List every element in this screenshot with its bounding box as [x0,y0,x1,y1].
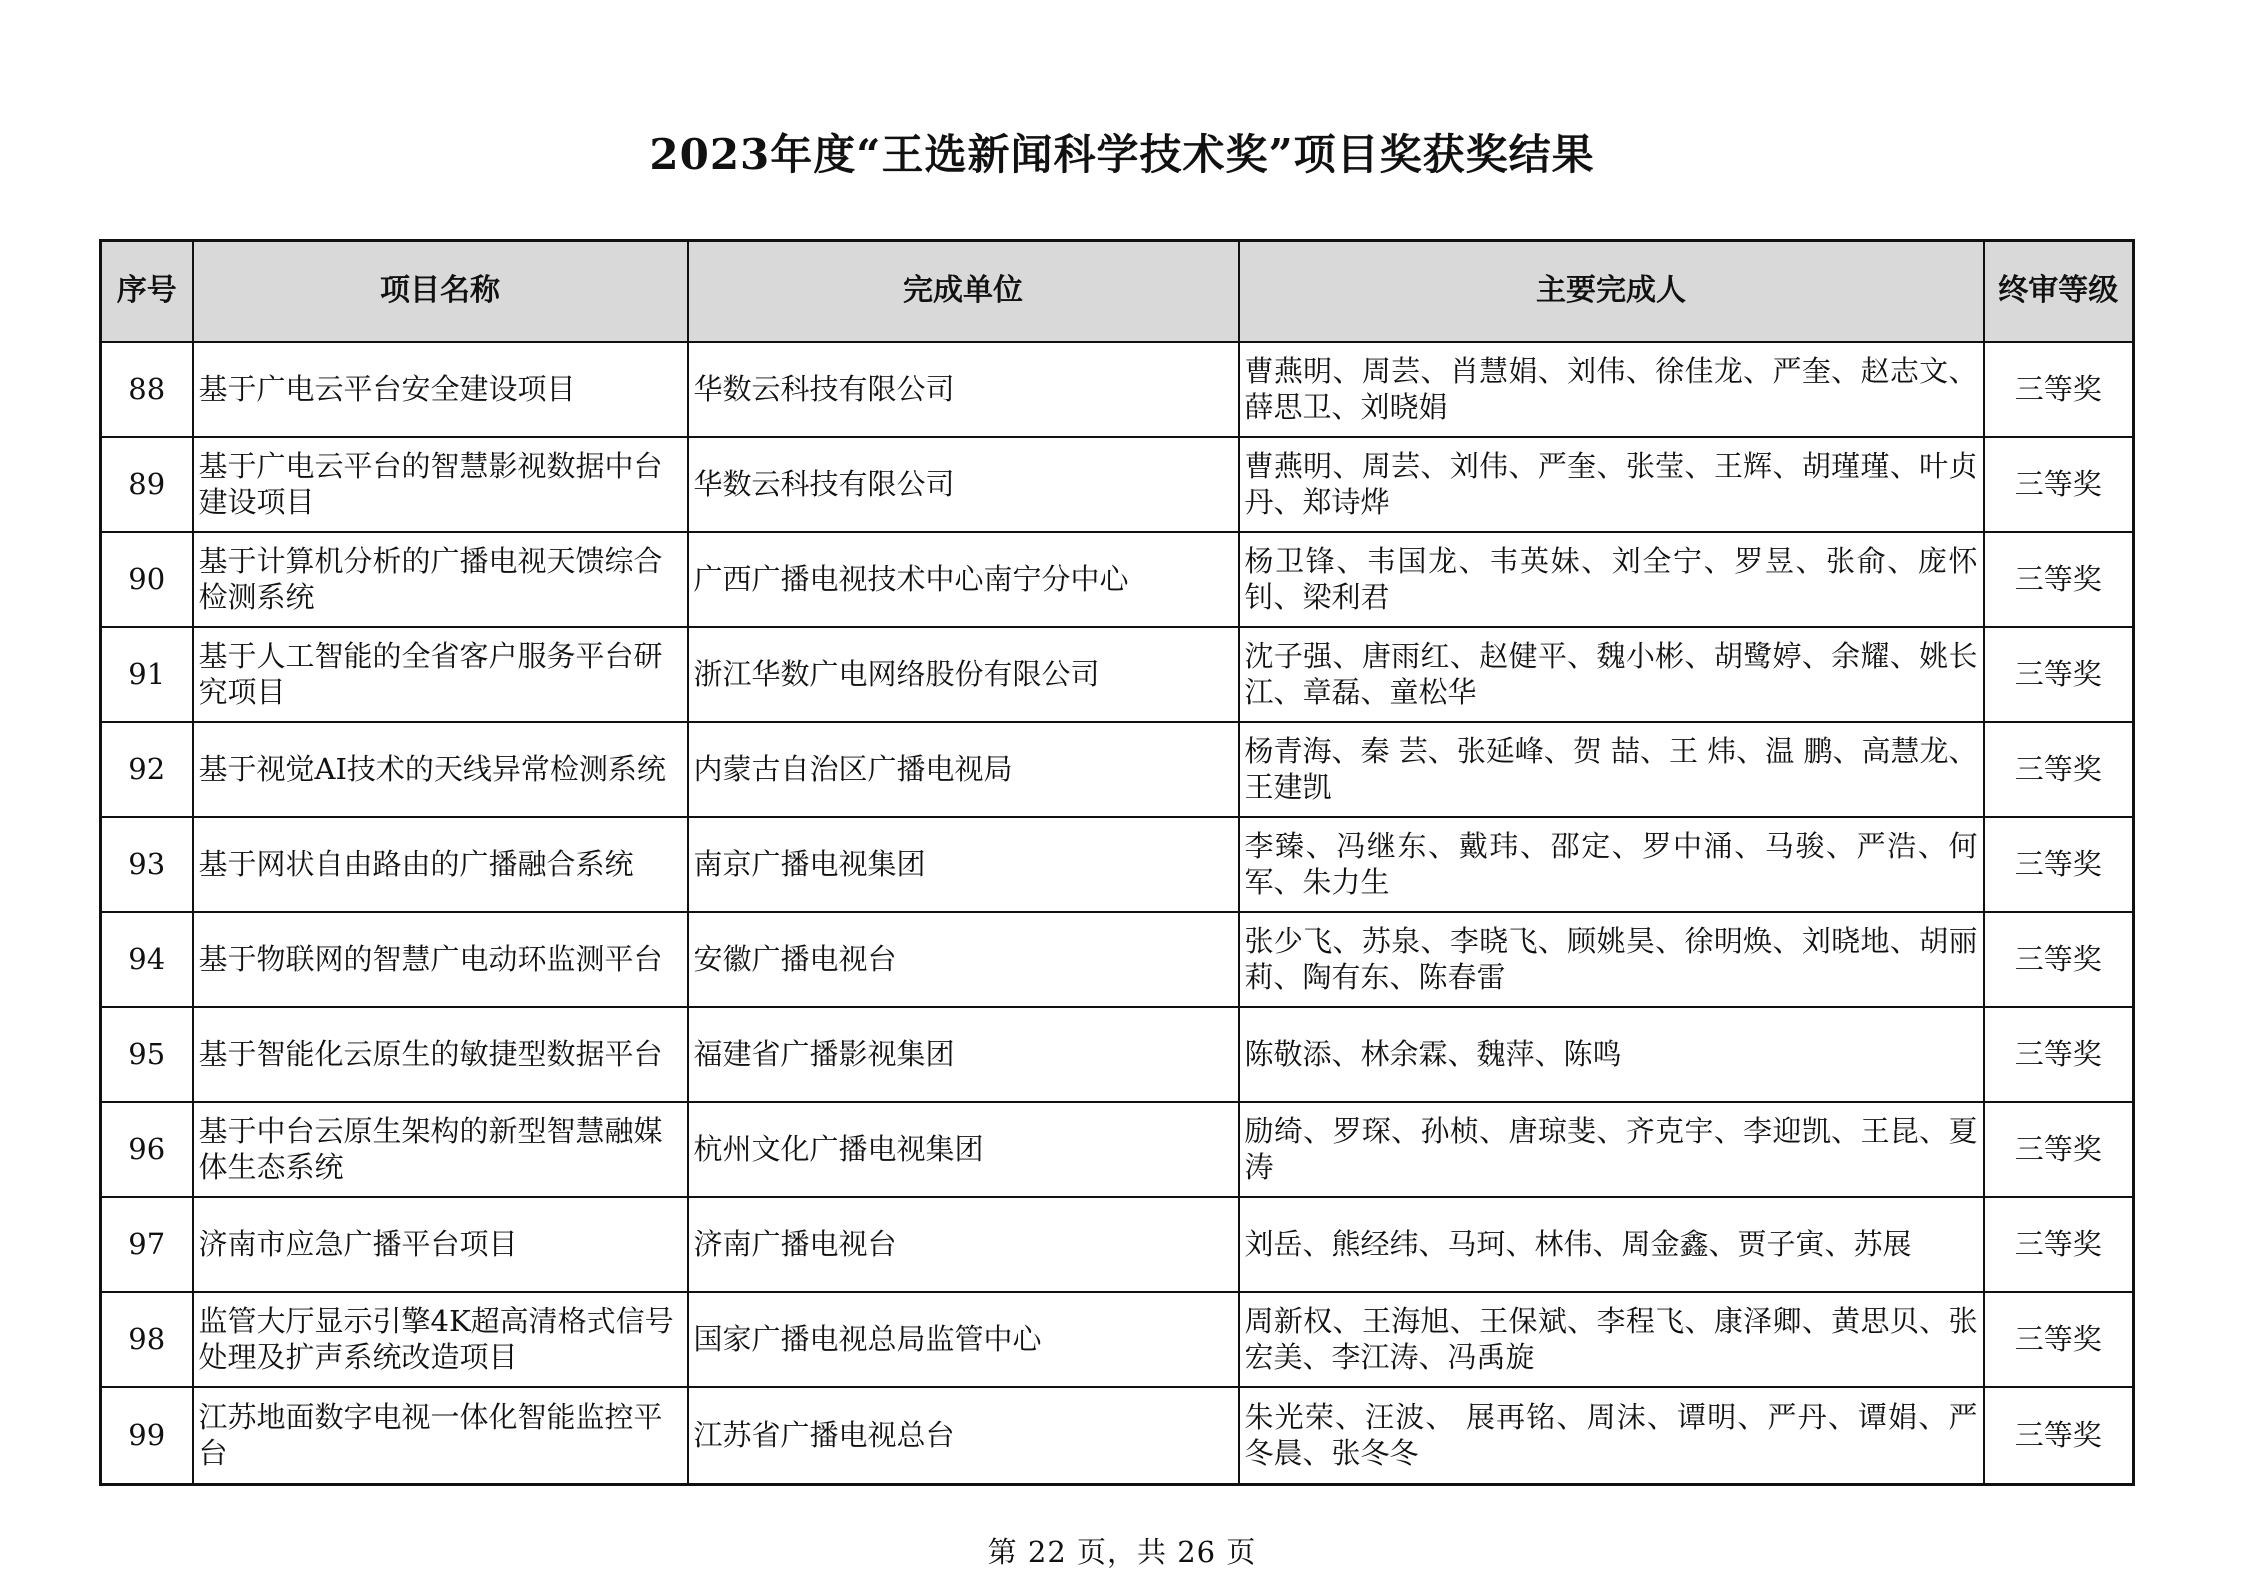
row-project-name: 基于广电云平台的智慧影视数据中台建设项目 [193,437,688,532]
row-no: 93 [101,817,193,912]
row-no: 96 [101,1102,193,1197]
table-row [101,627,2134,722]
header-level: 终审等级 [1984,241,2134,342]
row-no: 92 [101,722,193,817]
row-level: 三等奖 [1984,1387,2134,1485]
row-level: 三等奖 [1984,342,2134,437]
row-people: 曹燕明、周芸、肖慧娟、刘伟、徐佳龙、严奎、赵志文、薛思卫、刘晓娟 [1239,342,1984,437]
row-level: 三等奖 [1984,1102,2134,1197]
row-unit: 华数云科技有限公司 [688,437,1239,532]
row-people: 陈敬添、林余霖、魏萍、陈鸣 [1239,1007,1984,1102]
row-project-name: 江苏地面数字电视一体化智能监控平台 [193,1387,688,1485]
header-people: 主要完成人 [1239,241,1984,342]
row-no: 99 [101,1387,193,1485]
row-no: 89 [101,437,193,532]
row-people: 杨青海、秦 芸、张延峰、贺 喆、王 炜、温 鹏、高慧龙、王建凯 [1239,722,1984,817]
table-row [101,722,2134,817]
row-level: 三等奖 [1984,532,2134,627]
row-project-name: 基于人工智能的全省客户服务平台研究项目 [193,627,688,722]
row-level: 三等奖 [1984,912,2134,1007]
row-level: 三等奖 [1984,1197,2134,1292]
table-row [101,912,2134,1007]
table-row [101,817,2134,912]
row-unit: 国家广播电视总局监管中心 [688,1292,1239,1387]
row-unit: 福建省广播影视集团 [688,1007,1239,1102]
row-project-name: 基于物联网的智慧广电动环监测平台 [193,912,688,1007]
table-row [101,1007,2134,1102]
row-project-name: 基于智能化云原生的敏捷型数据平台 [193,1007,688,1102]
awards-table [99,239,2135,1486]
table-header-row [101,241,2134,342]
table-row [101,1102,2134,1197]
row-level: 三等奖 [1984,817,2134,912]
page-title: 2023年度“王选新闻科学技术奖”项目奖获奖结果 [649,130,1595,179]
row-project-name: 基于中台云原生架构的新型智慧融媒体生态系统 [193,1102,688,1197]
row-unit: 杭州文化广播电视集团 [688,1102,1239,1197]
page-footer: 第 22 页，共 26 页 [987,1535,1257,1569]
row-level: 三等奖 [1984,437,2134,532]
row-people: 张少飞、苏泉、李晓飞、顾姚昊、徐明焕、刘晓地、胡丽莉、陶有东、陈春雷 [1239,912,1984,1007]
table-row [101,532,2134,627]
row-level: 三等奖 [1984,722,2134,817]
row-unit: 南京广播电视集团 [688,817,1239,912]
table-row [101,1292,2134,1387]
row-level: 三等奖 [1984,1292,2134,1387]
row-people: 杨卫锋、韦国龙、韦英妹、刘全宁、罗昱、张俞、庞怀钊、梁利君 [1239,532,1984,627]
row-project-name: 基于网状自由路由的广播融合系统 [193,817,688,912]
row-people: 李臻、冯继东、戴玮、邵定、罗中涌、马骏、严浩、何军、朱力生 [1239,817,1984,912]
row-project-name: 基于视觉AI技术的天线异常检测系统 [193,722,688,817]
header-unit: 完成单位 [688,241,1239,342]
row-unit: 济南广播电视台 [688,1197,1239,1292]
row-level: 三等奖 [1984,627,2134,722]
row-unit: 内蒙古自治区广播电视局 [688,722,1239,817]
row-project-name: 济南市应急广播平台项目 [193,1197,688,1292]
row-unit: 江苏省广播电视总台 [688,1387,1239,1485]
row-people: 朱光荣、汪波、 展再铭、周沫、谭明、严丹、谭娟、严冬晨、张冬冬 [1239,1387,1984,1485]
row-project-name: 基于广电云平台安全建设项目 [193,342,688,437]
table-row [101,437,2134,532]
row-no: 91 [101,627,193,722]
header-no: 序号 [101,241,193,342]
row-people: 沈子强、唐雨红、赵健平、魏小彬、胡鹭婷、余耀、姚长江、章磊、童松华 [1239,627,1984,722]
row-unit: 广西广播电视技术中心南宁分中心 [688,532,1239,627]
row-no: 90 [101,532,193,627]
row-people: 曹燕明、周芸、刘伟、严奎、张莹、王辉、胡瑾瑾、叶贞丹、郑诗烨 [1239,437,1984,532]
row-unit: 安徽广播电视台 [688,912,1239,1007]
table-row [101,1197,2134,1292]
row-no: 88 [101,342,193,437]
row-no: 95 [101,1007,193,1102]
row-no: 94 [101,912,193,1007]
row-people: 周新权、王海旭、王保斌、李程飞、康泽卿、黄思贝、张宏美、李江涛、冯禹旋 [1239,1292,1984,1387]
row-no: 98 [101,1292,193,1387]
table-row [101,342,2134,437]
header-project-name: 项目名称 [193,241,688,342]
row-project-name: 监管大厅显示引擎4K超高清格式信号处理及扩声系统改造项目 [193,1292,688,1387]
row-no: 97 [101,1197,193,1292]
row-unit: 浙江华数广电网络股份有限公司 [688,627,1239,722]
row-level: 三等奖 [1984,1007,2134,1102]
table-row [101,1387,2134,1485]
row-project-name: 基于计算机分析的广播电视天馈综合检测系统 [193,532,688,627]
row-people: 刘岳、熊经纬、马珂、林伟、周金鑫、贾子寅、苏展 [1239,1197,1984,1292]
row-unit: 华数云科技有限公司 [688,342,1239,437]
row-people: 励绮、罗琛、孙桢、唐琼斐、齐克宇、李迎凯、王昆、夏涛 [1239,1102,1984,1197]
